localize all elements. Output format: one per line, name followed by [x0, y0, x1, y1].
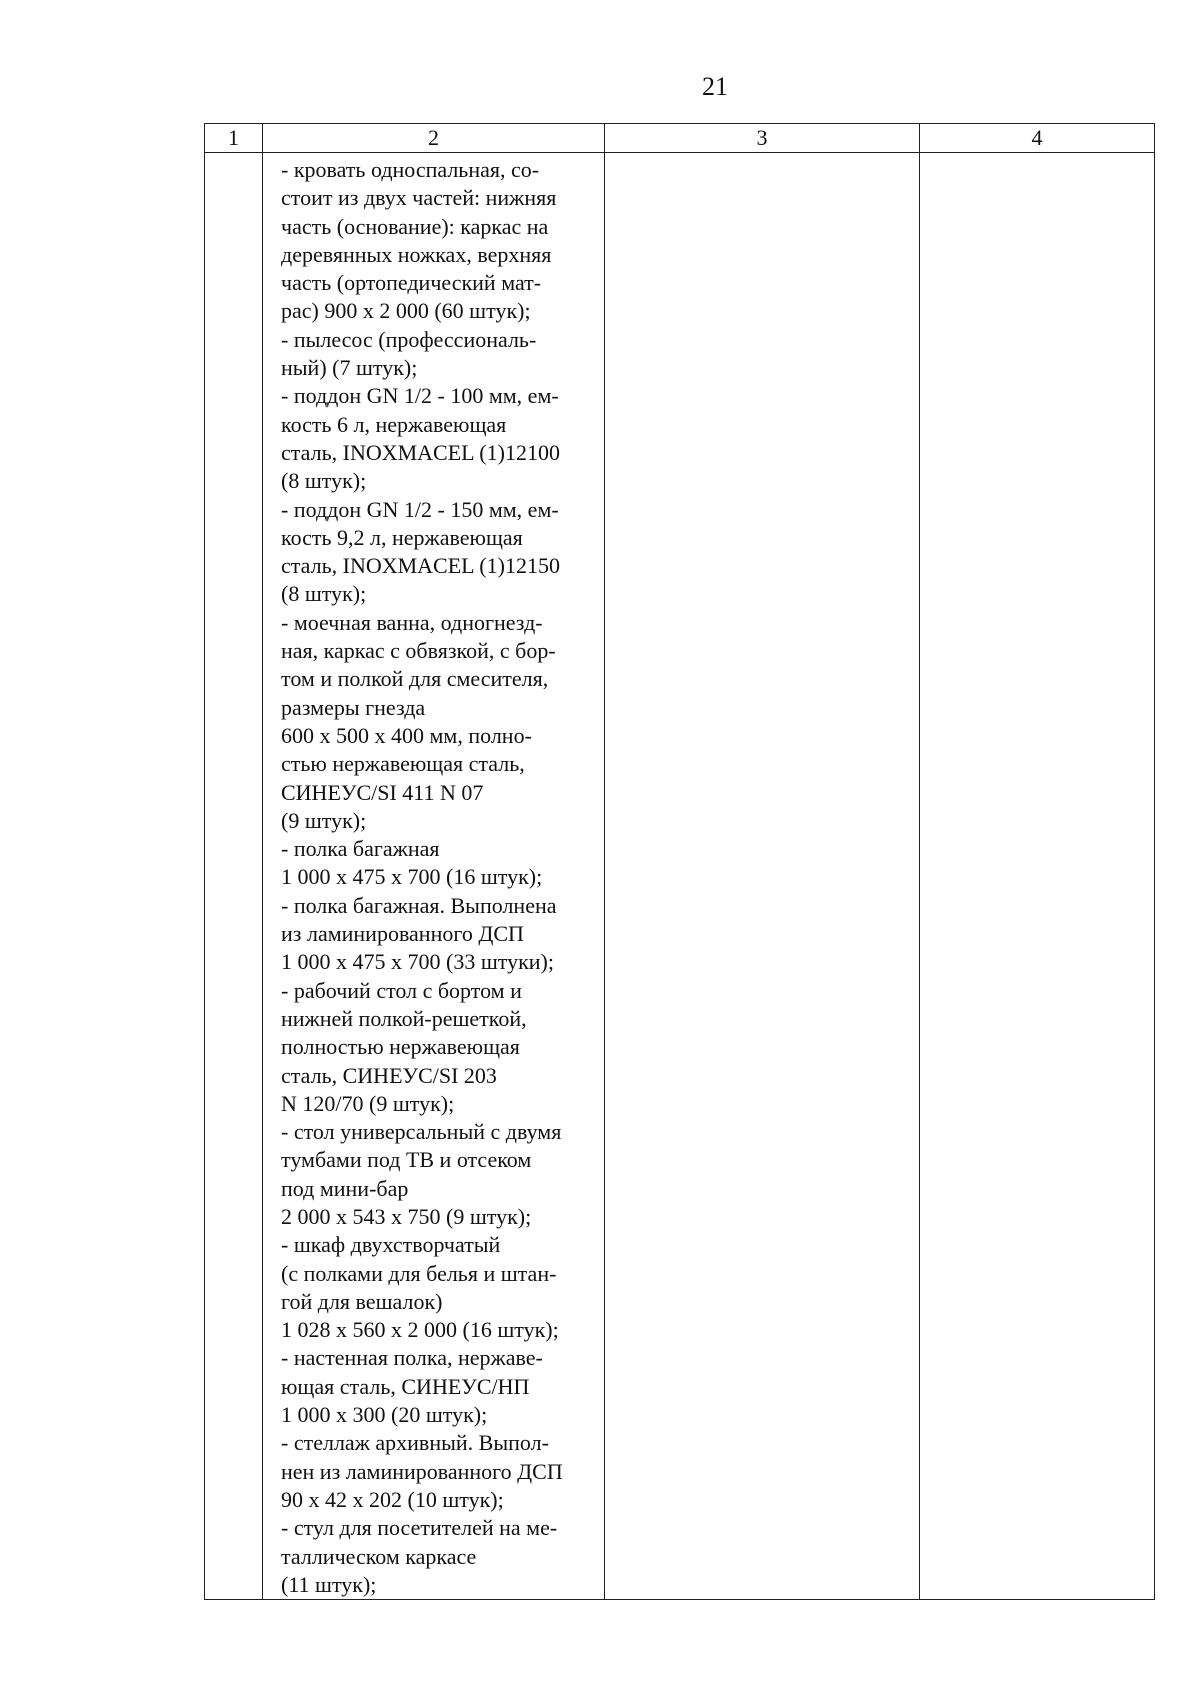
text-line: стью нержавеющая сталь, [281, 751, 525, 777]
text-line: - пылесос (профессиональ- [281, 326, 537, 352]
text-line: стоит из двух частей: нижняя [281, 185, 557, 211]
text-line: таллическом каркасе [281, 1543, 477, 1569]
text-line: ная, каркас с обвязкой, с бор- [281, 638, 556, 664]
text-line: - стул для посетителей на ме- [281, 1515, 558, 1541]
text-line: - рабочий стол с бортом и [281, 977, 522, 1003]
text-line: сталь, INOXMACEL (1)12100 [281, 439, 560, 465]
text-line: кость 6 л, нержавеющая [281, 411, 507, 437]
text-line: нен из ламинированного ДСП [281, 1458, 563, 1484]
equipment-list-text [263, 153, 604, 1599]
text-line: - настенная полка, нержаве- [281, 1345, 543, 1371]
text-line: (9 штук); [281, 807, 367, 833]
text-line: часть (основание): каркас на [281, 213, 549, 239]
text-line: часть (ортопедический мат- [281, 270, 542, 296]
text-line: сталь, INOXMACEL (1)12150 [281, 553, 560, 579]
text-line: размеры гнезда [281, 694, 426, 720]
text-line: 1 000 х 475 х 700 (33 штуки); [281, 949, 554, 975]
text-line: - моечная ванна, одногнезд- [281, 609, 543, 635]
text-line: (8 штук); [281, 581, 367, 607]
cell-col3 [605, 153, 920, 1600]
table-header-row [205, 124, 1155, 153]
text-line: - полка багажная [281, 836, 440, 862]
text-line: (8 штук); [281, 468, 367, 494]
page-number: 21 [702, 72, 728, 101]
text-line: нижней полкой-решеткой, [281, 1005, 527, 1031]
column-header-1: 1 [205, 124, 263, 153]
text-line: - стол универсальный с двумя [281, 1119, 562, 1145]
text-line: 1 000 х 300 (20 штук); [281, 1402, 488, 1428]
text-line: гой для вешалок) [281, 1288, 443, 1314]
text-line: деревянных ножках, верхняя [281, 241, 552, 267]
text-line: (11 штук); [281, 1571, 377, 1597]
column-header-4: 4 [920, 124, 1155, 153]
column-header-3: 3 [605, 124, 920, 153]
text-line: СИНЕУС/SI 411 N 07 [281, 779, 484, 805]
text-line: - поддон GN 1/2 - 100 мм, ем- [281, 383, 559, 409]
text-line: под мини-бар [281, 1175, 409, 1201]
cell-col2 [263, 153, 605, 1600]
text-line: том и полкой для смесителя, [281, 666, 549, 692]
text-line: 90 х 42 х 202 (10 штук); [281, 1486, 504, 1512]
text-line: - шкаф двухстворчатый [281, 1232, 501, 1258]
equipment-table [204, 123, 1155, 1600]
text-line: 600 х 500 х 400 мм, полно- [281, 722, 532, 748]
text-line: - полка багажная. Выполнена [281, 892, 557, 918]
text-line: ющая сталь, СИНЕУС/НП [281, 1373, 530, 1399]
text-line: кость 9,2 л, нержавеющая [281, 524, 523, 550]
text-line: полностью нержавеющая [281, 1034, 520, 1060]
text-line: 1 028 х 560 х 2 000 (16 штук); [281, 1317, 559, 1343]
text-line: - поддон GN 1/2 - 150 мм, ем- [281, 496, 559, 522]
text-line: - стеллаж архивный. Выпол- [281, 1430, 549, 1456]
text-line: (с полками для белья и штан- [281, 1260, 557, 1286]
text-line: 1 000 х 475 х 700 (16 штук); [281, 864, 543, 890]
text-line: 2 000 х 543 х 750 (9 штук); [281, 1203, 532, 1229]
table-row [205, 153, 1155, 1600]
text-line: рас) 900 х 2 000 (60 штук); [281, 298, 531, 324]
text-line: ный) (7 штук); [281, 355, 418, 381]
text-line: - кровать односпальная, со- [281, 157, 540, 182]
column-header-2: 2 [263, 124, 605, 153]
text-line: тумбами под ТВ и отсеком [281, 1147, 532, 1173]
cell-col4 [920, 153, 1155, 1600]
text-line: сталь, СИНЕУС/SI 203 [281, 1062, 497, 1088]
cell-col1 [205, 153, 263, 1600]
text-line: из ламинированного ДСП [281, 921, 524, 947]
text-line: N 120/70 (9 штук); [281, 1090, 455, 1116]
